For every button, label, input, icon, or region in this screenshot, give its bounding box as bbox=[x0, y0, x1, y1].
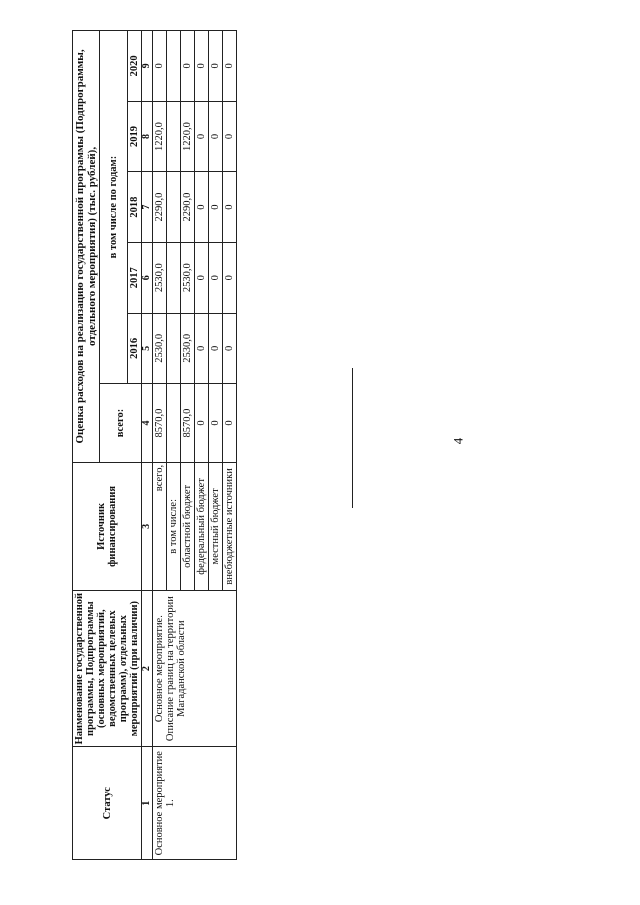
value-cell: 8570,0 bbox=[153, 384, 167, 463]
value-cell bbox=[167, 384, 181, 463]
row-source: федеральный бюджет bbox=[195, 462, 209, 590]
value-cell: 0 bbox=[195, 384, 209, 463]
value-cell: 2530,0 bbox=[153, 313, 167, 384]
row-source: областной бюджет bbox=[181, 462, 195, 590]
value-cell: 0 bbox=[223, 242, 237, 313]
header-year: 2018 bbox=[128, 172, 142, 243]
header-name: Наименование государственной программы, Подпрограммы (основных мероприятий, ведомственных целевых программ), отдельных мероприятий (при наличии) bbox=[73, 590, 142, 747]
financing-table bbox=[72, 30, 237, 860]
value-cell bbox=[167, 313, 181, 384]
value-cell: 0 bbox=[181, 31, 195, 102]
header-status: Статус bbox=[73, 747, 142, 860]
value-cell: 0 bbox=[209, 313, 223, 384]
value-cell: 1220,0 bbox=[181, 101, 195, 172]
value-cell: 0 bbox=[195, 313, 209, 384]
row-source: всего, bbox=[153, 462, 167, 590]
value-cell: 2530,0 bbox=[181, 313, 195, 384]
column-number: 5 bbox=[142, 313, 153, 384]
value-cell bbox=[167, 242, 181, 313]
row-status: Основное мероприятие 1. bbox=[153, 747, 237, 860]
value-cell bbox=[167, 101, 181, 172]
header-year: 2020 bbox=[128, 31, 142, 102]
column-number: 9 bbox=[142, 31, 153, 102]
header-year: 2019 bbox=[128, 101, 142, 172]
value-cell: 0 bbox=[209, 31, 223, 102]
column-number: 8 bbox=[142, 101, 153, 172]
value-cell bbox=[167, 172, 181, 243]
value-cell: 0 bbox=[209, 384, 223, 463]
value-cell: 1220,0 bbox=[153, 101, 167, 172]
header-by-years: в том числе по годам: bbox=[100, 31, 128, 384]
row-source: внебюджетные источники bbox=[223, 462, 237, 590]
page-number: 4 bbox=[450, 437, 466, 445]
value-cell: 0 bbox=[223, 31, 237, 102]
value-cell: 0 bbox=[209, 172, 223, 243]
value-cell: 0 bbox=[195, 31, 209, 102]
header-year: 2016 bbox=[128, 313, 142, 384]
column-number: 6 bbox=[142, 242, 153, 313]
value-cell: 0 bbox=[195, 101, 209, 172]
value-cell: 0 bbox=[195, 242, 209, 313]
column-number: 7 bbox=[142, 172, 153, 243]
separator-line bbox=[352, 368, 353, 508]
column-number: 3 bbox=[142, 462, 153, 590]
value-cell: 0 bbox=[223, 384, 237, 463]
value-cell: 0 bbox=[209, 101, 223, 172]
value-cell: 0 bbox=[223, 101, 237, 172]
rotated-table-container bbox=[72, 30, 317, 860]
value-cell: 8570,0 bbox=[181, 384, 195, 463]
value-cell bbox=[167, 31, 181, 102]
value-cell: 2530,0 bbox=[181, 242, 195, 313]
value-cell: 0 bbox=[195, 172, 209, 243]
value-cell: 0 bbox=[223, 313, 237, 384]
row-source: в том числе: bbox=[167, 462, 181, 590]
header-year: 2017 bbox=[128, 242, 142, 313]
value-cell: 2290,0 bbox=[181, 172, 195, 243]
value-cell: 0 bbox=[223, 172, 237, 243]
column-number: 2 bbox=[142, 590, 153, 747]
header-estimate: Оценка расходов на реализацию государственной программы (Подпрограммы, отдельного мероприятия) (тыс. рублей), bbox=[73, 31, 100, 463]
value-cell: 0 bbox=[153, 31, 167, 102]
row-name: Основное мероприятие. Описание границ на территории Магаданской области bbox=[153, 590, 237, 747]
value-cell: 2290,0 bbox=[153, 172, 167, 243]
header-source: Источник финансирования bbox=[73, 462, 142, 590]
column-number: 4 bbox=[142, 384, 153, 463]
row-source: местный бюджет bbox=[209, 462, 223, 590]
value-cell: 2530,0 bbox=[153, 242, 167, 313]
header-total: всего: bbox=[100, 384, 142, 463]
table-row bbox=[153, 31, 167, 860]
column-number: 1 bbox=[142, 747, 153, 860]
value-cell: 0 bbox=[209, 242, 223, 313]
